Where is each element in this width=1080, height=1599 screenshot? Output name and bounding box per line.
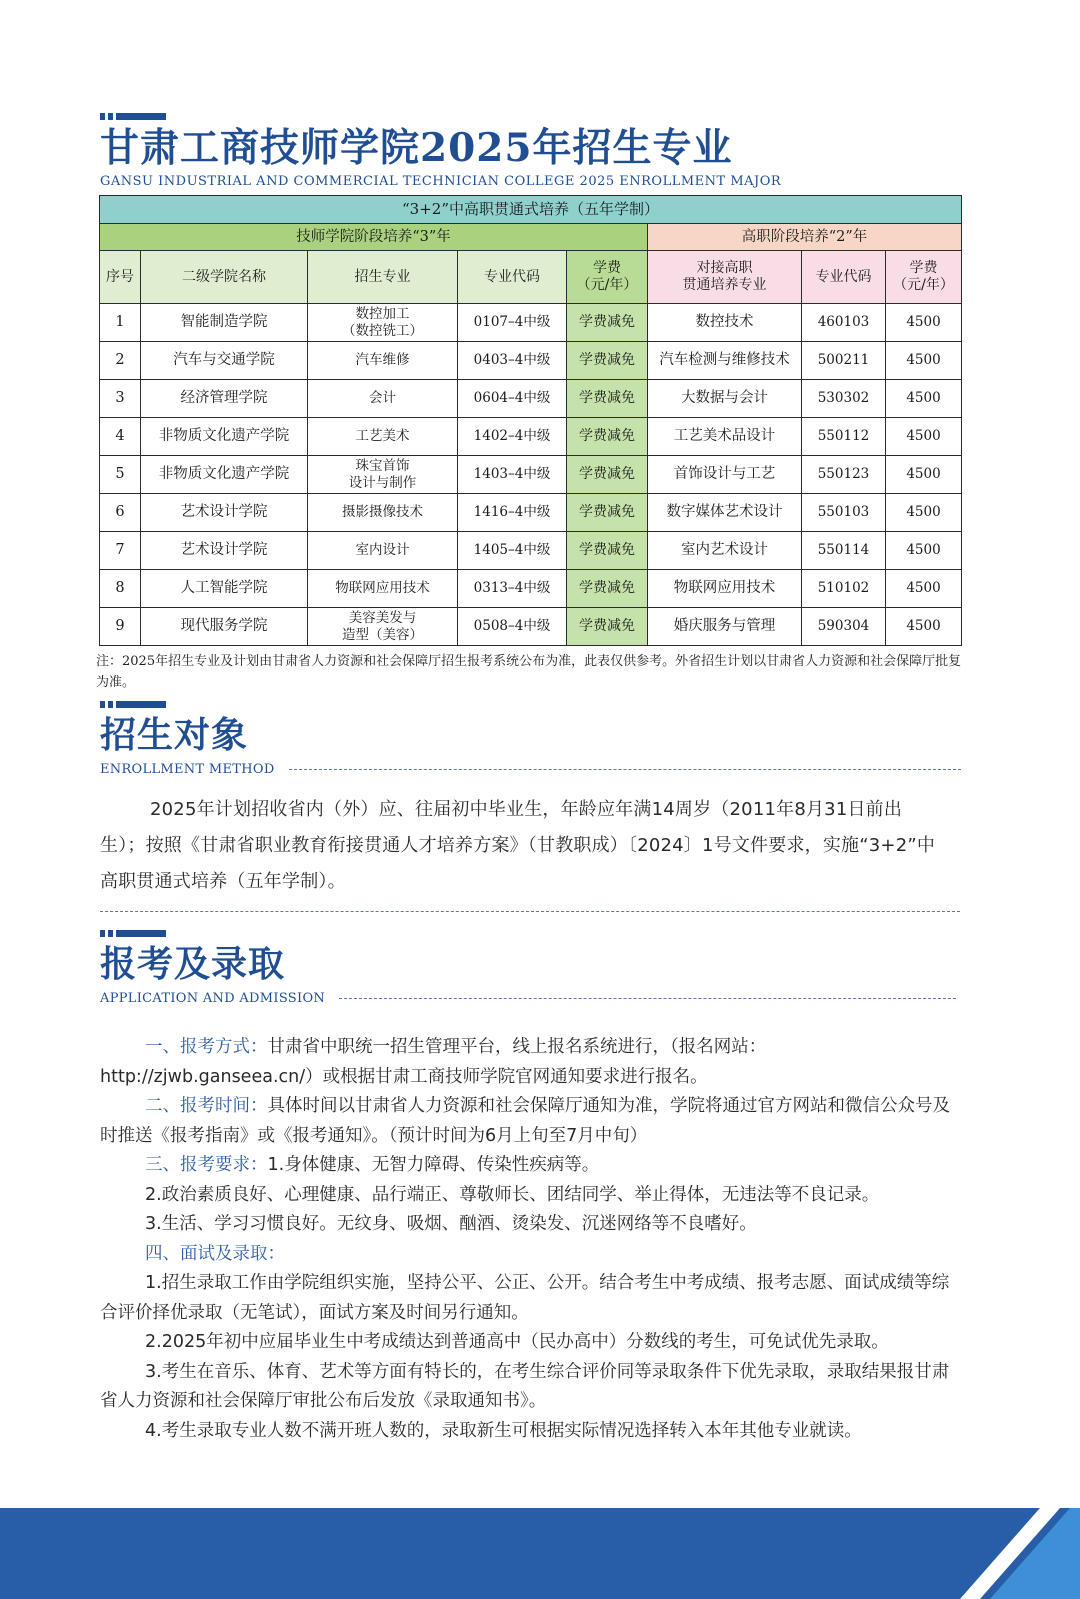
cell-college: 现代服务学院 — [141, 608, 308, 646]
cell-hv-fee: 4500 — [886, 608, 962, 646]
dashed-divider — [100, 911, 960, 912]
col-header-hv-fee: 学费 （元/年） — [886, 251, 962, 304]
page-subtitle: GANSU INDUSTRIAL AND COMMERCIAL TECHNICIAN COLLEGE 2025 ENROLLMENT MAJOR — [100, 174, 782, 189]
cell-no: 5 — [100, 456, 141, 494]
table-body — [100, 304, 962, 646]
cell-hv-major: 汽车检测与维修技术 — [648, 342, 802, 380]
interview-heading: 四、面试及录取： — [145, 1243, 285, 1264]
cell-major: 摄影摄像技术 — [308, 494, 458, 532]
cell-hv-fee: 4500 — [886, 570, 962, 608]
cell-fee: 学费减免 — [567, 570, 648, 608]
page-title: 甘肃工商技师学院2025年招生专业 — [100, 125, 733, 171]
cell-fee: 学费减免 — [567, 532, 648, 570]
cell-hv-fee: 4500 — [886, 494, 962, 532]
interview-item: 4.考生录取专业人数不满开班人数的，录取新生可根据实际情况选择转入本年其他专业就读。 — [145, 1420, 862, 1441]
cell-hv-code: 550123 — [802, 456, 886, 494]
stage-higher-vocational: 高职阶段培养“2”年 — [648, 224, 962, 251]
cell-hv-code: 550103 — [802, 494, 886, 532]
cell-fee: 学费减免 — [567, 342, 648, 380]
cell-code: 1402–4中级 — [458, 418, 567, 456]
col-header-hv-code: 专业代码 — [802, 251, 886, 304]
table-row — [100, 608, 962, 646]
cell-hv-code: 550112 — [802, 418, 886, 456]
cell-hv-major: 数字媒体艺术设计 — [648, 494, 802, 532]
cell-hv-code: 510102 — [802, 570, 886, 608]
col-header-hv-major: 对接高职 贯通培养专业 — [648, 251, 802, 304]
cell-hv-fee: 4500 — [886, 532, 962, 570]
cell-no: 6 — [100, 494, 141, 532]
cell-college: 艺术设计学院 — [141, 494, 308, 532]
cell-hv-code: 530302 — [802, 380, 886, 418]
cell-fee: 学费减免 — [567, 304, 648, 342]
req-label: 三、报考要求： — [145, 1155, 268, 1175]
col-header-code: 专业代码 — [458, 251, 567, 304]
cell-no: 3 — [100, 380, 141, 418]
table-row — [100, 570, 962, 608]
cell-code: 1416–4中级 — [458, 494, 567, 532]
table-row — [100, 494, 962, 532]
cell-fee: 学费减免 — [567, 456, 648, 494]
cell-hv-major: 首饰设计与工艺 — [648, 456, 802, 494]
dashed-divider — [339, 998, 956, 999]
interview-item: 3.考生在音乐、体育、艺术等方面有特长的，在考生综合评价同等录取条件下优先录取，录取结果报甘肃省人力资源和社会保障厅审批公布后发放《录取通知书》。 — [100, 1361, 950, 1411]
cell-hv-major: 工艺美术品设计 — [648, 418, 802, 456]
cell-hv-code: 460103 — [802, 304, 886, 342]
method-label: 一、报考方式： — [145, 1037, 268, 1057]
cell-hv-fee: 4500 — [886, 418, 962, 456]
cell-no: 8 — [100, 570, 141, 608]
cell-hv-code: 550114 — [802, 532, 886, 570]
cell-hv-fee: 4500 — [886, 380, 962, 418]
admission-title: 报考及录取 — [100, 943, 286, 985]
cell-no: 2 — [100, 342, 141, 380]
admission-subtitle: APPLICATION AND ADMISSION — [100, 991, 326, 1006]
cell-college: 非物质文化遗产学院 — [141, 456, 308, 494]
cell-hv-major: 婚庆服务与管理 — [648, 608, 802, 646]
cell-code: 1403–4中级 — [458, 456, 567, 494]
admission-method: 一、报考方式：甘肃省中职统一招生管理平台，线上报名系统进行，（报名网站：http://zjwb.ganseea.cn/）或根据甘肃工商技师学院官网通知要求进行报名。 — [100, 1037, 767, 1087]
cell-hv-fee: 4500 — [886, 342, 962, 380]
cell-hv-code: 590304 — [802, 608, 886, 646]
table-row — [100, 342, 962, 380]
cell-code: 0508–4中级 — [458, 608, 567, 646]
footer-decoration — [0, 1508, 1080, 1599]
section-bars-decoration — [100, 701, 961, 708]
cell-major: 物联网应用技术 — [308, 570, 458, 608]
col-header-fee: 学费 （元/年） — [567, 251, 648, 304]
table-header-row — [100, 251, 962, 304]
enrollment-subtitle: ENROLLMENT METHOD — [100, 762, 275, 777]
table-row — [100, 304, 962, 342]
cell-major: 美容美发与 造型（美容） — [308, 608, 458, 646]
table-row — [100, 418, 962, 456]
cell-code: 0604–4中级 — [458, 380, 567, 418]
enrollment-section-header — [100, 701, 961, 777]
cell-major: 工艺美术 — [308, 418, 458, 456]
cell-no: 7 — [100, 532, 141, 570]
cell-hv-major: 室内艺术设计 — [648, 532, 802, 570]
cell-major: 会计 — [308, 380, 458, 418]
cell-code: 1405–4中级 — [458, 532, 567, 570]
cell-hv-major: 大数据与会计 — [648, 380, 802, 418]
time-label: 二、报考时间： — [145, 1096, 268, 1116]
cell-major: 数控加工 （数控铣工） — [308, 304, 458, 342]
cell-hv-major: 数控技术 — [648, 304, 802, 342]
cell-fee: 学费减免 — [567, 608, 648, 646]
cell-college: 非物质文化遗产学院 — [141, 418, 308, 456]
col-header-major: 招生专业 — [308, 251, 458, 304]
cell-code: 0403–4中级 — [458, 342, 567, 380]
cell-college: 智能制造学院 — [141, 304, 308, 342]
cell-no: 1 — [100, 304, 141, 342]
interview-item: 1.招生录取工作由学院组织实施，坚持公平、公正、公开。结合考生中考成绩、报考志愿、面试成绩等综合评价择优录取（无笔试），面试方案及时间另行通知。 — [100, 1273, 950, 1323]
cell-college: 艺术设计学院 — [141, 532, 308, 570]
stage-technician: 技师学院阶段培养“3”年 — [100, 224, 648, 251]
interview-item: 2.2025年初中应届毕业生中考成绩达到普通高中（民办高中）分数线的考生，可免试优先录取。 — [145, 1332, 889, 1352]
cell-code: 0107–4中级 — [458, 304, 567, 342]
cell-hv-code: 500211 — [802, 342, 886, 380]
cell-hv-major: 物联网应用技术 — [648, 570, 802, 608]
cell-college: 经济管理学院 — [141, 380, 308, 418]
dashed-divider — [289, 769, 961, 770]
enrollment-majors-table — [99, 195, 962, 646]
col-header-no: 序号 — [100, 251, 141, 304]
cell-college: 人工智能学院 — [141, 570, 308, 608]
enrollment-title: 招生对象 — [100, 714, 249, 756]
admission-time: 二、报考时间：具体时间以甘肃省人力资源和社会保障厅通知为准，学院将通过官方网站和微信公众号及时推送《报考指南》或《报考通知》。（预计时间为6月上旬至7月中旬） — [100, 1096, 950, 1146]
requirement-item: 2.政治素质良好、心理健康、品行端正、尊敬师长、团结同学、举止得体，无违法等不良记录。 — [145, 1184, 880, 1205]
admission-content — [100, 1033, 950, 1446]
admission-section-header — [100, 930, 956, 1006]
cell-no: 9 — [100, 608, 141, 646]
cell-fee: 学费减免 — [567, 494, 648, 532]
enrollment-text: 2025年计划招收省内（外）应、往届初中毕业生，年龄应年满14周岁（2011年8月31日前出生）；按照《甘肃省职业教育衔接贯通人才培养方案》（甘教职成）〔2024〕1号文件要求，实施“3+2”中高职贯通式培养（五年学制）。 — [100, 799, 936, 892]
requirement-item: 3.生活、学习习惯良好。无纹身、吸烟、酗酒、烫染发、沉迷网络等不良嗜好。 — [145, 1214, 757, 1234]
table-program-row — [100, 196, 962, 224]
cell-major: 室内设计 — [308, 532, 458, 570]
col-header-college: 二级学院名称 — [141, 251, 308, 304]
cell-code: 0313–4中级 — [458, 570, 567, 608]
table-note: 注：2025年招生专业及计划由甘肃省人力资源和社会保障厅招生报考系统公布为准，此表仅供参考。外省招生计划以甘肃省人力资源和社会保障厅批复为准。 — [96, 654, 962, 690]
header-bars-decoration — [100, 113, 781, 120]
cell-fee: 学费减免 — [567, 380, 648, 418]
table-row — [100, 456, 962, 494]
table-row — [100, 380, 962, 418]
cell-fee: 学费减免 — [567, 418, 648, 456]
table-stage-row — [100, 224, 962, 251]
table-row — [100, 532, 962, 570]
cell-hv-fee: 4500 — [886, 456, 962, 494]
cell-college: 汽车与交通学院 — [141, 342, 308, 380]
section-bars-decoration — [100, 930, 956, 937]
admission-requirements: 三、报考要求：1.身体健康、无智力障碍、传染性疾病等。 — [145, 1155, 600, 1175]
cell-major: 珠宝首饰 设计与制作 — [308, 456, 458, 494]
cell-hv-fee: 4500 — [886, 304, 962, 342]
cell-no: 4 — [100, 418, 141, 456]
page-header — [100, 113, 781, 190]
cell-major: 汽车维修 — [308, 342, 458, 380]
program-title: “3+2”中高职贯通式培养（五年学制） — [100, 196, 962, 224]
